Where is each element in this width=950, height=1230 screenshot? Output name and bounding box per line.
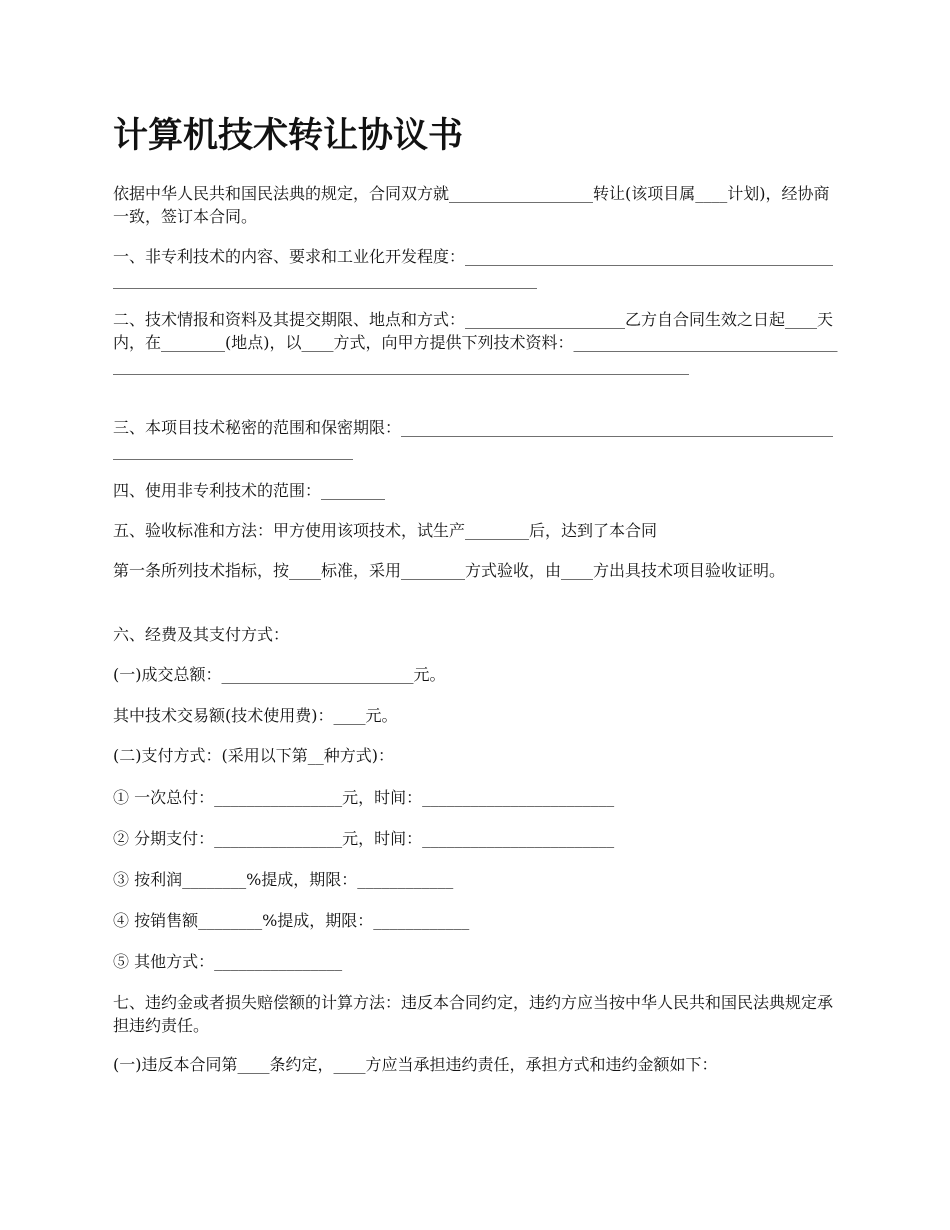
clause-5: 五、验收标准和方法：甲方使用该项技术，试生产________后，达到了本合同	[113, 521, 658, 540]
payment-method-line: (二)支付方式：(采用以下第__种方式)：	[113, 746, 394, 765]
total-amount-line: (一)成交总额：________________________元。	[113, 665, 446, 684]
clause-3: 三、本项目技术秘密的范围和保密期限：____________________________________________________________________________________	[113, 418, 834, 460]
clause-6: 六、经费及其支付方式：	[113, 625, 290, 644]
document-title: 计算机技术转让协议书	[113, 116, 464, 156]
clause-2: 二、技术情报和资料及其提交期限、地点和方式：____________________乙方自合同生效之日起____天内，在________(地点)，以____方式，向甲方提供下列技术资料：_________________________________________________________________________________________________________	[113, 310, 838, 375]
clause-7: 七、违约金或者损失赔偿额的计算方法：违反本合同约定，违约方应当按中华人民共和国民法典规定承担违约责任。	[113, 993, 834, 1035]
tech-fee-line: 其中技术交易额(技术使用费)：____元。	[113, 706, 398, 725]
clause-5-continued: 第一条所列技术指标，按____标准，采用________方式验收，由____方出具技术项目验收证明。	[113, 561, 786, 580]
payment-option-2: ② 分期支付：________________元，时间：________________________	[113, 829, 615, 848]
payment-option-5: ⑤ 其他方式：________________	[113, 952, 343, 971]
clause-4: 四、使用非专利技术的范围：________	[113, 481, 386, 500]
payment-option-1: ① 一次总付：________________元，时间：________________________	[113, 788, 615, 807]
clause-1: 一、非专利技术的内容、要求和工业化开发程度：___________________________________________________________________________________________________	[113, 247, 834, 289]
intro-paragraph: 依据中华人民共和国民法典的规定，合同双方就__________________转让(该项目属____计划)，经协商一致，签订本合同。	[113, 184, 830, 226]
payment-option-4: ④ 按销售额________%提成，期限：____________	[113, 911, 470, 930]
clause-7-item-1: (一)违反本合同第____条约定，____方应当承担违约责任，承担方式和违约金额如下：	[113, 1055, 718, 1074]
payment-option-3: ③ 按利润________%提成，期限：____________	[113, 870, 454, 889]
